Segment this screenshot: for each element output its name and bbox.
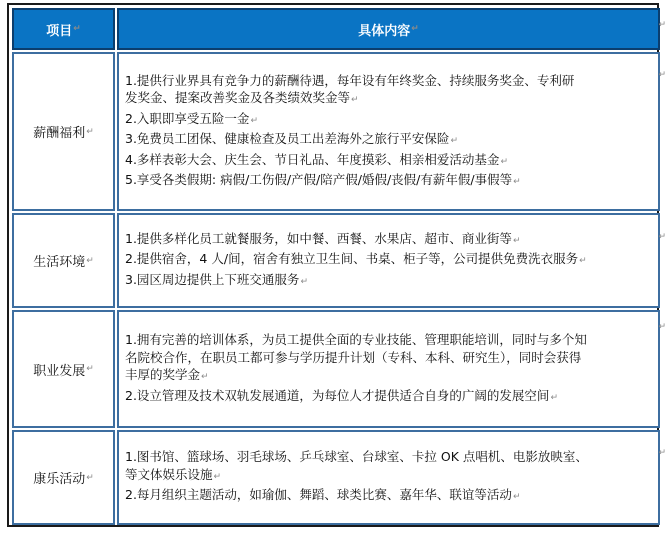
- para-mark: ↵: [86, 255, 94, 266]
- para-mark: ↵: [411, 24, 419, 34]
- para-mark: ↵: [300, 276, 308, 287]
- row-label-cell: [12, 52, 115, 211]
- content-line: 2.设立管理及技术双轨发展通道，为每位人才提供适合自身的广阔的发展空间: [125, 387, 550, 403]
- row-end-mark: ↵: [658, 322, 666, 332]
- content-line: 1.图书馆、篮球场、羽毛球场、乒乓球室、台球室、卡拉 OK 点唱机、电影放映室、: [125, 449, 588, 465]
- para-mark: ↵: [201, 372, 209, 382]
- para-mark: ↵: [513, 177, 521, 187]
- row-label: 康乐活动: [33, 472, 86, 487]
- content-line: 2.每月组织主题活动，如瑜伽、舞蹈、球类比赛、嘉年华、联谊等活动: [125, 487, 512, 503]
- row-label-cell: [12, 430, 115, 525]
- content-line: 3.园区周边提供上下班交通服务: [125, 271, 300, 287]
- row-content-cell: [117, 430, 660, 525]
- row-end-mark: ↵: [658, 70, 666, 80]
- content-line: 1.拥有完善的培训体系，为员工提供全面的专业技能、管理职能培训，同时与多个知: [125, 332, 587, 347]
- content-line: 2.入职即享受五险一金: [125, 110, 250, 126]
- row-label: 生活环境: [33, 255, 86, 270]
- row-end-mark: ↵: [658, 20, 666, 30]
- row-end-mark: ↵: [658, 448, 666, 458]
- content-line: 丰厚的奖学金: [125, 367, 201, 382]
- row-label: 职业发展: [33, 363, 86, 379]
- content-line: 等文体娱乐设施: [125, 466, 213, 482]
- row-content-cell: [117, 52, 660, 211]
- para-mark: ↵: [500, 156, 508, 167]
- para-mark: ↵: [579, 256, 587, 267]
- para-mark: ↵: [512, 235, 521, 246]
- row-label: 薪酬福利: [33, 126, 86, 141]
- para-mark: ↵: [73, 24, 81, 34]
- header-detail-cell: [117, 8, 660, 50]
- row-end-mark: ↵: [658, 232, 666, 242]
- para-mark: ↵: [213, 471, 222, 482]
- header-item-label: 项目: [46, 23, 73, 39]
- para-mark: ↵: [86, 472, 94, 483]
- para-mark: ↵: [86, 126, 94, 137]
- content-line: 5.享受各类假期: 病假/工伤假/产假/陪产假/婚假/丧假/有薪年假/事假等: [125, 172, 513, 187]
- header-detail-label: 具体内容: [358, 23, 411, 39]
- content-line: 发奖金、提案改善奖金及各类绩效奖金等: [125, 90, 351, 105]
- para-mark: ↵: [512, 492, 521, 503]
- header-item-cell: [12, 8, 115, 50]
- para-mark: ↵: [450, 136, 458, 146]
- benefits-table: [7, 3, 659, 527]
- content-line: 3.免费员工团保、健康检查及员工出差海外之旅行平安保险: [125, 131, 450, 146]
- content-line: 1.提供行业界具有竞争力的薪酬待遇，每年设有年终奖金、持续服务奖金、专利研: [125, 72, 575, 88]
- content-line: 2.提供宿舍，4 人/间，宿舍有独立卫生间、书桌、柜子等，公司提供免费洗衣服务: [125, 251, 579, 267]
- row-label-cell: [12, 310, 115, 428]
- row-label-cell: [12, 213, 115, 308]
- row-content-cell: [117, 213, 660, 308]
- content-line: 4.多样表彰大会、庆生会、节日礼品、年度摸彩、相亲相爱活动基金: [125, 151, 500, 167]
- para-mark: ↵: [86, 364, 94, 374]
- para-mark: ↵: [550, 392, 558, 403]
- row-content-cell: [117, 310, 660, 428]
- content-line: 名院校合作，在职员工都可参与学历提升计划（专科、本科、研究生），同时会获得: [125, 349, 582, 365]
- para-mark: ↵: [250, 115, 258, 126]
- content-line: 1.提供多样化员工就餐服务，如中餐、西餐、水果店、超市、商业街等: [125, 230, 512, 246]
- para-mark: ↵: [351, 95, 359, 105]
